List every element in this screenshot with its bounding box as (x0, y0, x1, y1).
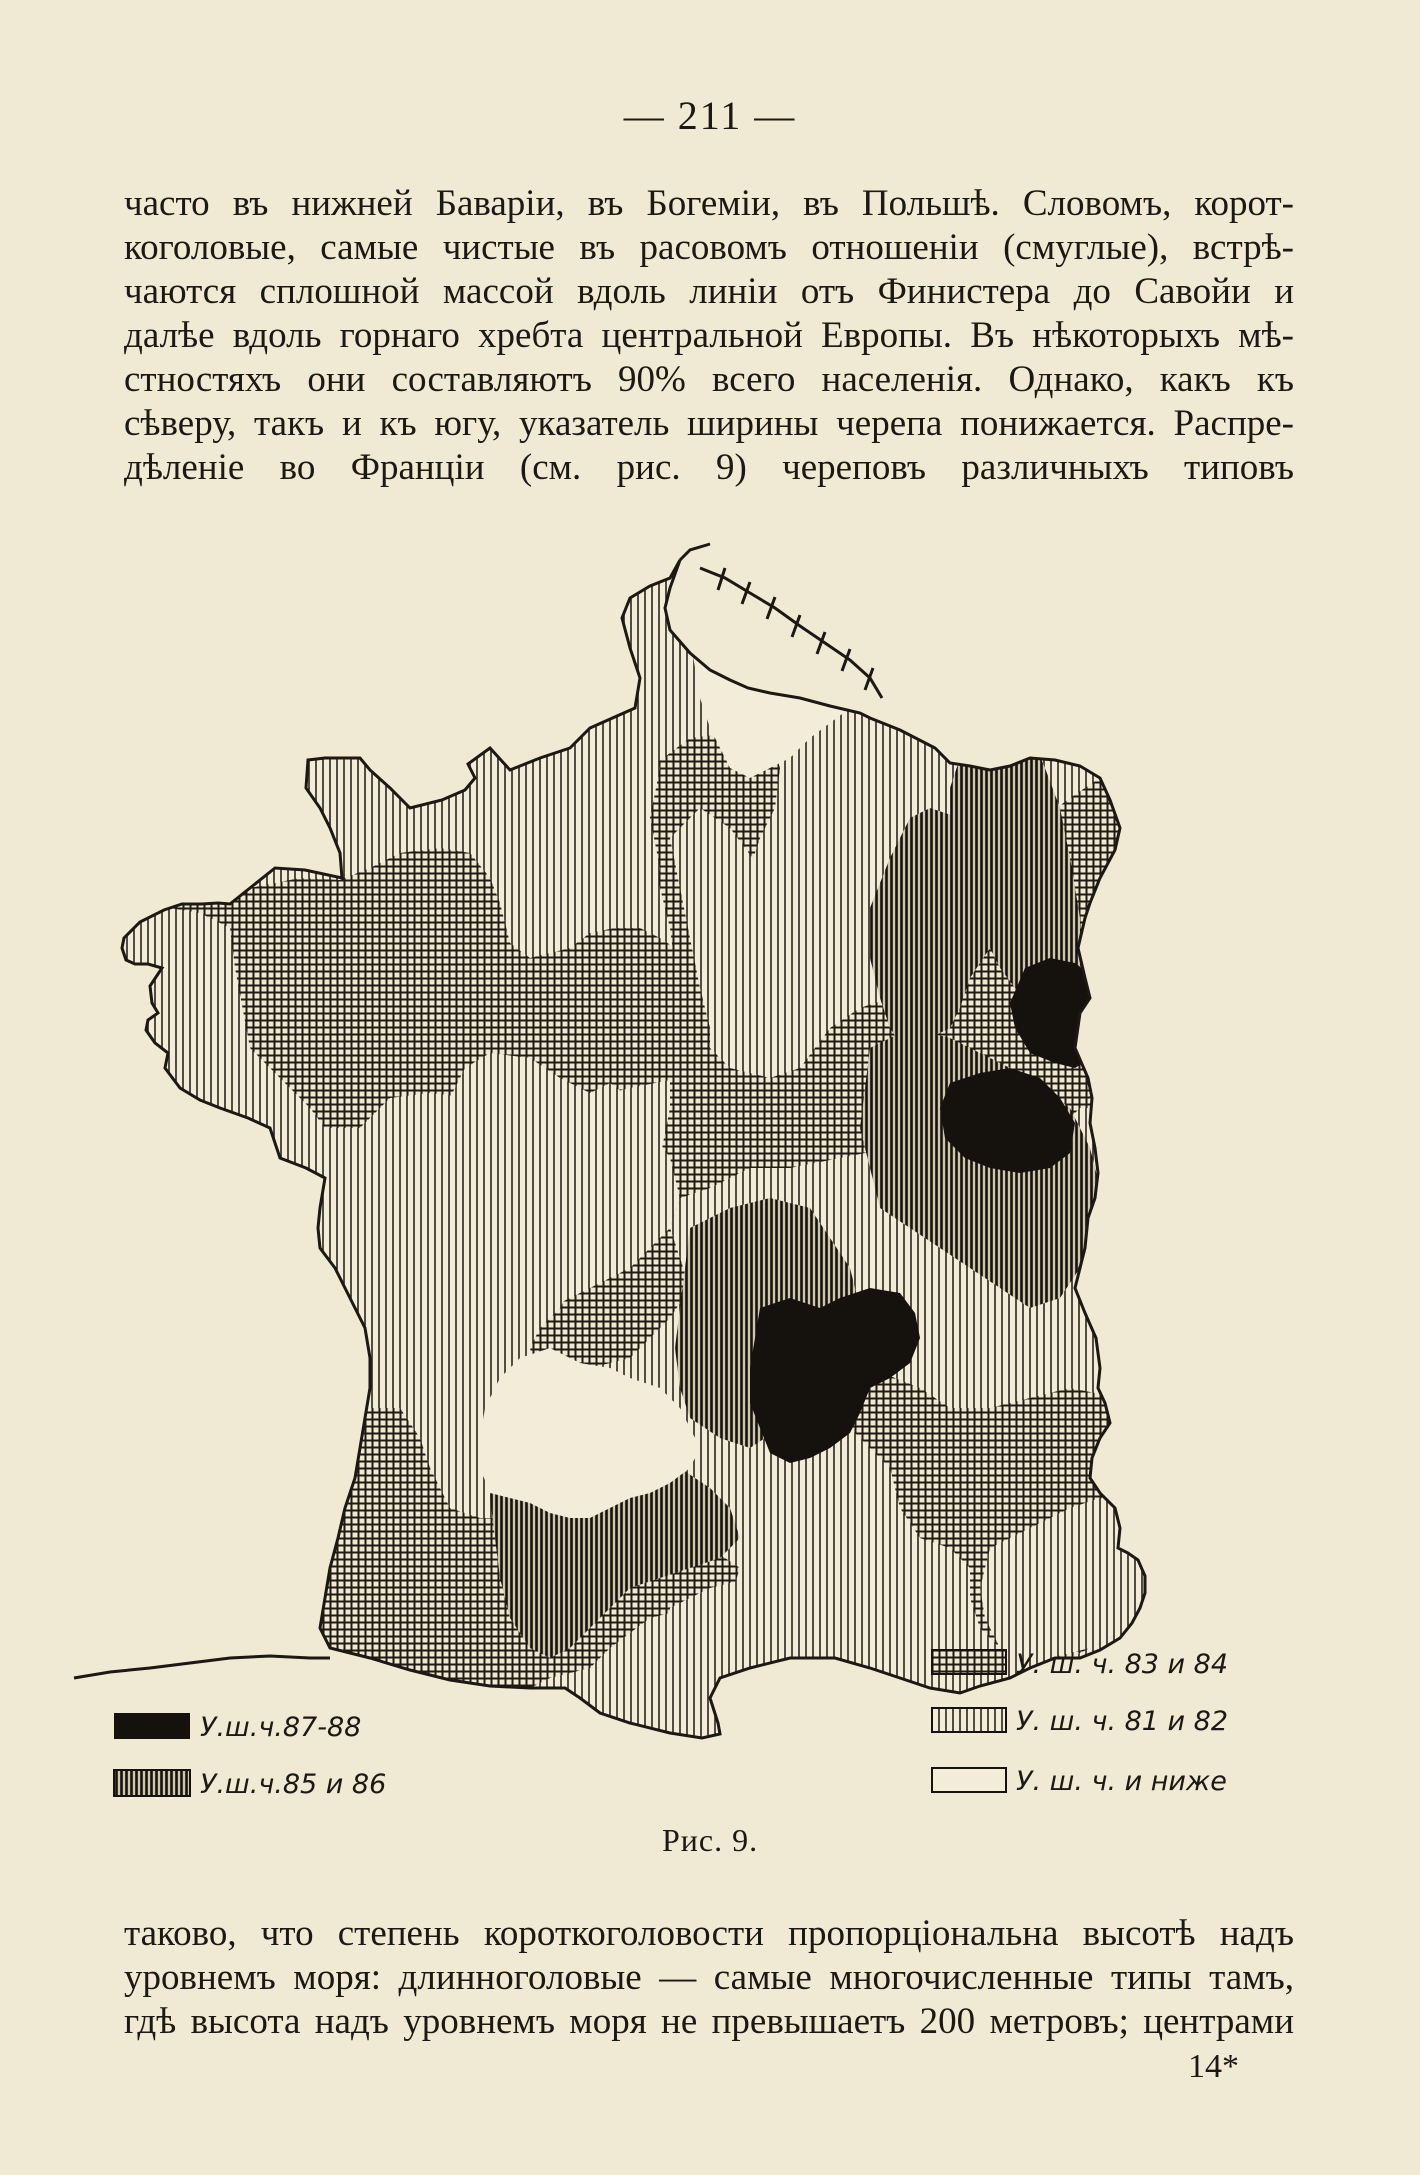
legend-label: У. ш. ч. и ниже (1016, 1766, 1227, 1797)
legend-label: У.ш.ч.87-88 (200, 1712, 362, 1743)
legend-swatch (114, 1713, 190, 1739)
legend-item (114, 1712, 361, 1743)
map-figure (70, 508, 1320, 1838)
text-line: таково, что степень короткоголовости пропорціональна высотѣ надъ (124, 1913, 1294, 1954)
printer-signature: 14* (1188, 2048, 1239, 2085)
france-cephalic-index-map (70, 508, 1320, 1838)
legend-item (932, 1766, 1227, 1797)
legend-label: У. ш. ч. 81 и 82 (1016, 1706, 1229, 1737)
spain-border (74, 1656, 330, 1678)
text-line: дѣленіе во Франціи (см. рис. 9) череповъ различныхъ типовъ (124, 447, 1294, 488)
legend-swatch (114, 1770, 190, 1796)
figure-caption: Рис. 9. (661, 1822, 759, 1858)
legend-item (932, 1706, 1228, 1737)
text-line: часто въ нижней Баваріи, въ Богеміи, въ Польшѣ. Словомъ, корот- (124, 183, 1294, 224)
top-paragraph (124, 182, 1294, 490)
bottom-paragraph (124, 1912, 1294, 2044)
text-line: сѣверу, такъ и къ югу, указатель ширины черепа понижается. Распре- (124, 403, 1294, 444)
text-line: далѣе вдоль горнаго хребта центральной Европы. Въ нѣкоторыхъ мѣ- (124, 315, 1294, 356)
legend-swatch (932, 1708, 1006, 1732)
map-regions (70, 508, 1320, 1838)
legend-label: У. ш. ч. 83 и 84 (1016, 1649, 1229, 1680)
text-line: стностяхъ они составляютъ 90% всего населенія. Однако, какъ къ (124, 359, 1294, 400)
legend-label: У.ш.ч.85 и 86 (200, 1769, 387, 1800)
legend-swatch (932, 1650, 1006, 1674)
text-line: коголовые, самые чистые въ расовомъ отношеніи (смуглые), встрѣ- (124, 227, 1294, 268)
legend-item (114, 1769, 386, 1800)
page-number: — 211 — (623, 93, 797, 138)
text-line: уровнемъ моря: длинноголовые — самые многочисленные типы тамъ, (124, 1957, 1294, 1998)
text-line: гдѣ высота надъ уровнемъ моря не превышаетъ 200 метровъ; центрами (124, 2001, 1294, 2042)
legend-swatch (932, 1768, 1006, 1792)
region-87-88-alps-south (1078, 1233, 1170, 1323)
text-line: чаются сплошной массой вдоль линіи отъ Финистера до Савойи и (124, 271, 1294, 312)
